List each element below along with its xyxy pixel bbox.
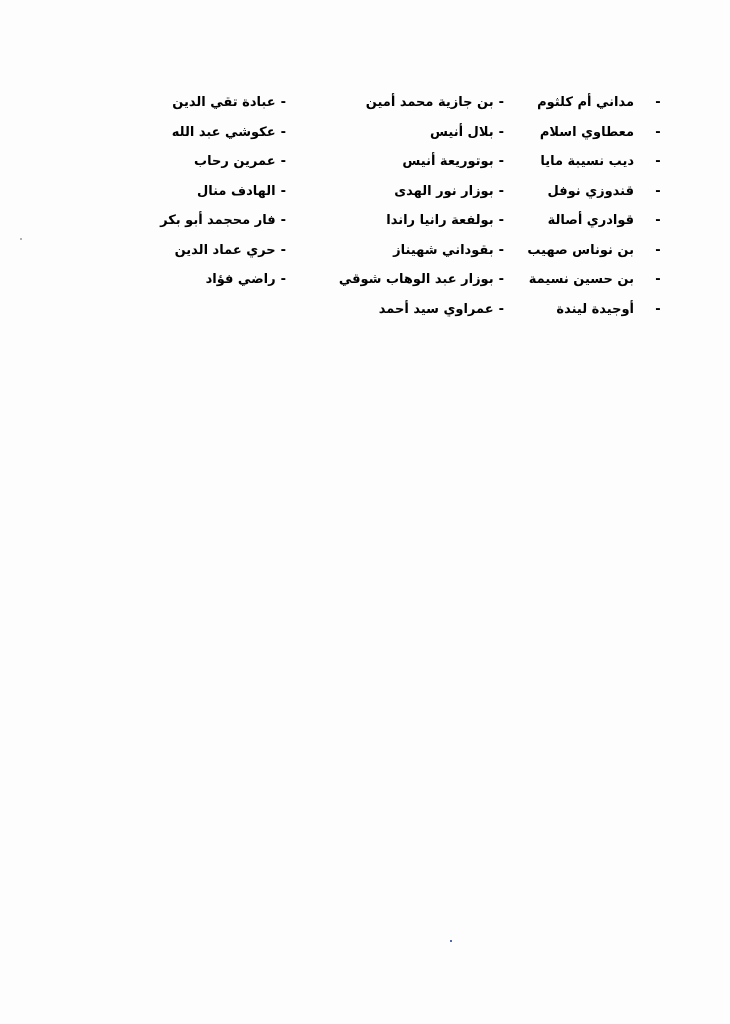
list-dash: - bbox=[280, 242, 286, 258]
list-item-name: مداني أم كلثوم bbox=[537, 95, 634, 110]
list-dash: - bbox=[280, 213, 286, 228]
list-item bbox=[496, 147, 666, 177]
list-dash: - bbox=[280, 124, 286, 140]
list-item-name: حري عماد الدين bbox=[174, 242, 276, 258]
list-item bbox=[314, 265, 504, 295]
list-item-name: عمراوي سيد أحمد bbox=[378, 301, 494, 317]
list-item bbox=[86, 88, 286, 118]
list-item-name: ديب نسيبة مايا bbox=[540, 154, 634, 169]
names-column-3 bbox=[86, 88, 286, 295]
list-dash: - bbox=[655, 272, 661, 287]
list-dash: - bbox=[280, 95, 286, 110]
list-dash: - bbox=[498, 95, 504, 110]
list-item bbox=[86, 118, 286, 148]
list-item bbox=[86, 147, 286, 177]
list-item-name: بقوداني شهيناز bbox=[393, 242, 494, 258]
list-item-name: راضي فؤاد bbox=[205, 272, 276, 287]
list-item bbox=[496, 265, 666, 295]
list-dash: - bbox=[498, 124, 504, 140]
list-item-name: فار محجمد أبو بكر bbox=[160, 213, 276, 228]
list-item-name: عكوشي عبد الله bbox=[171, 124, 276, 140]
list-dash: - bbox=[655, 124, 661, 140]
scan-speck bbox=[450, 940, 452, 942]
list-item-name: معطاوي اسلام bbox=[539, 124, 634, 140]
list-item bbox=[86, 265, 286, 295]
list-item bbox=[314, 295, 504, 325]
list-item bbox=[314, 118, 504, 148]
list-item bbox=[314, 147, 504, 177]
list-dash: - bbox=[655, 242, 661, 258]
list-item bbox=[314, 236, 504, 266]
list-item bbox=[496, 295, 666, 325]
list-item bbox=[86, 236, 286, 266]
list-item bbox=[314, 206, 504, 236]
list-item-name: بن حسين نسيمة bbox=[528, 272, 634, 287]
list-item bbox=[496, 88, 666, 118]
list-dash: - bbox=[280, 183, 286, 199]
list-dash: - bbox=[498, 272, 504, 287]
list-item-name: عمرين رحاب bbox=[194, 154, 276, 169]
list-item-name: بن نوناس صهيب bbox=[527, 242, 634, 258]
list-item-name: قوادري أصالة bbox=[547, 213, 634, 228]
list-item-name: بوتوريعة أنيس bbox=[402, 154, 494, 169]
names-column-1 bbox=[496, 88, 666, 324]
list-item bbox=[496, 177, 666, 207]
list-item-name: الهادف منال bbox=[196, 183, 276, 199]
list-dash: - bbox=[655, 154, 661, 169]
scan-speck bbox=[20, 238, 22, 240]
list-item-name: بوزار عبد الوهاب شوقي bbox=[338, 272, 494, 287]
list-dash: - bbox=[655, 183, 661, 199]
list-item bbox=[314, 177, 504, 207]
list-dash: - bbox=[498, 242, 504, 258]
list-dash: - bbox=[280, 272, 286, 287]
list-dash: - bbox=[655, 95, 661, 110]
list-item bbox=[86, 177, 286, 207]
list-item-name: بلال أنيس bbox=[430, 124, 494, 140]
list-item-name: بوزار نور الهدى bbox=[394, 183, 494, 199]
list-item bbox=[496, 236, 666, 266]
list-dash: - bbox=[498, 213, 504, 228]
names-column-2 bbox=[314, 88, 504, 324]
list-item bbox=[314, 88, 504, 118]
list-item bbox=[86, 206, 286, 236]
list-item bbox=[496, 206, 666, 236]
list-dash: - bbox=[280, 154, 286, 169]
list-item bbox=[496, 118, 666, 148]
list-item-name: عبادة تقي الدين bbox=[172, 95, 276, 110]
list-item-name: بن جازية محمد أمين bbox=[365, 95, 494, 110]
list-dash: - bbox=[498, 301, 504, 317]
list-dash: - bbox=[498, 154, 504, 169]
list-item-name: قندوزي نوفل bbox=[547, 183, 634, 199]
list-item-name: أوجيدة ليندة bbox=[556, 301, 634, 317]
list-dash: - bbox=[498, 183, 504, 199]
list-item-name: بولفعة رانيا راندا bbox=[386, 213, 494, 228]
list-dash: - bbox=[655, 301, 661, 317]
list-dash: - bbox=[655, 213, 661, 228]
